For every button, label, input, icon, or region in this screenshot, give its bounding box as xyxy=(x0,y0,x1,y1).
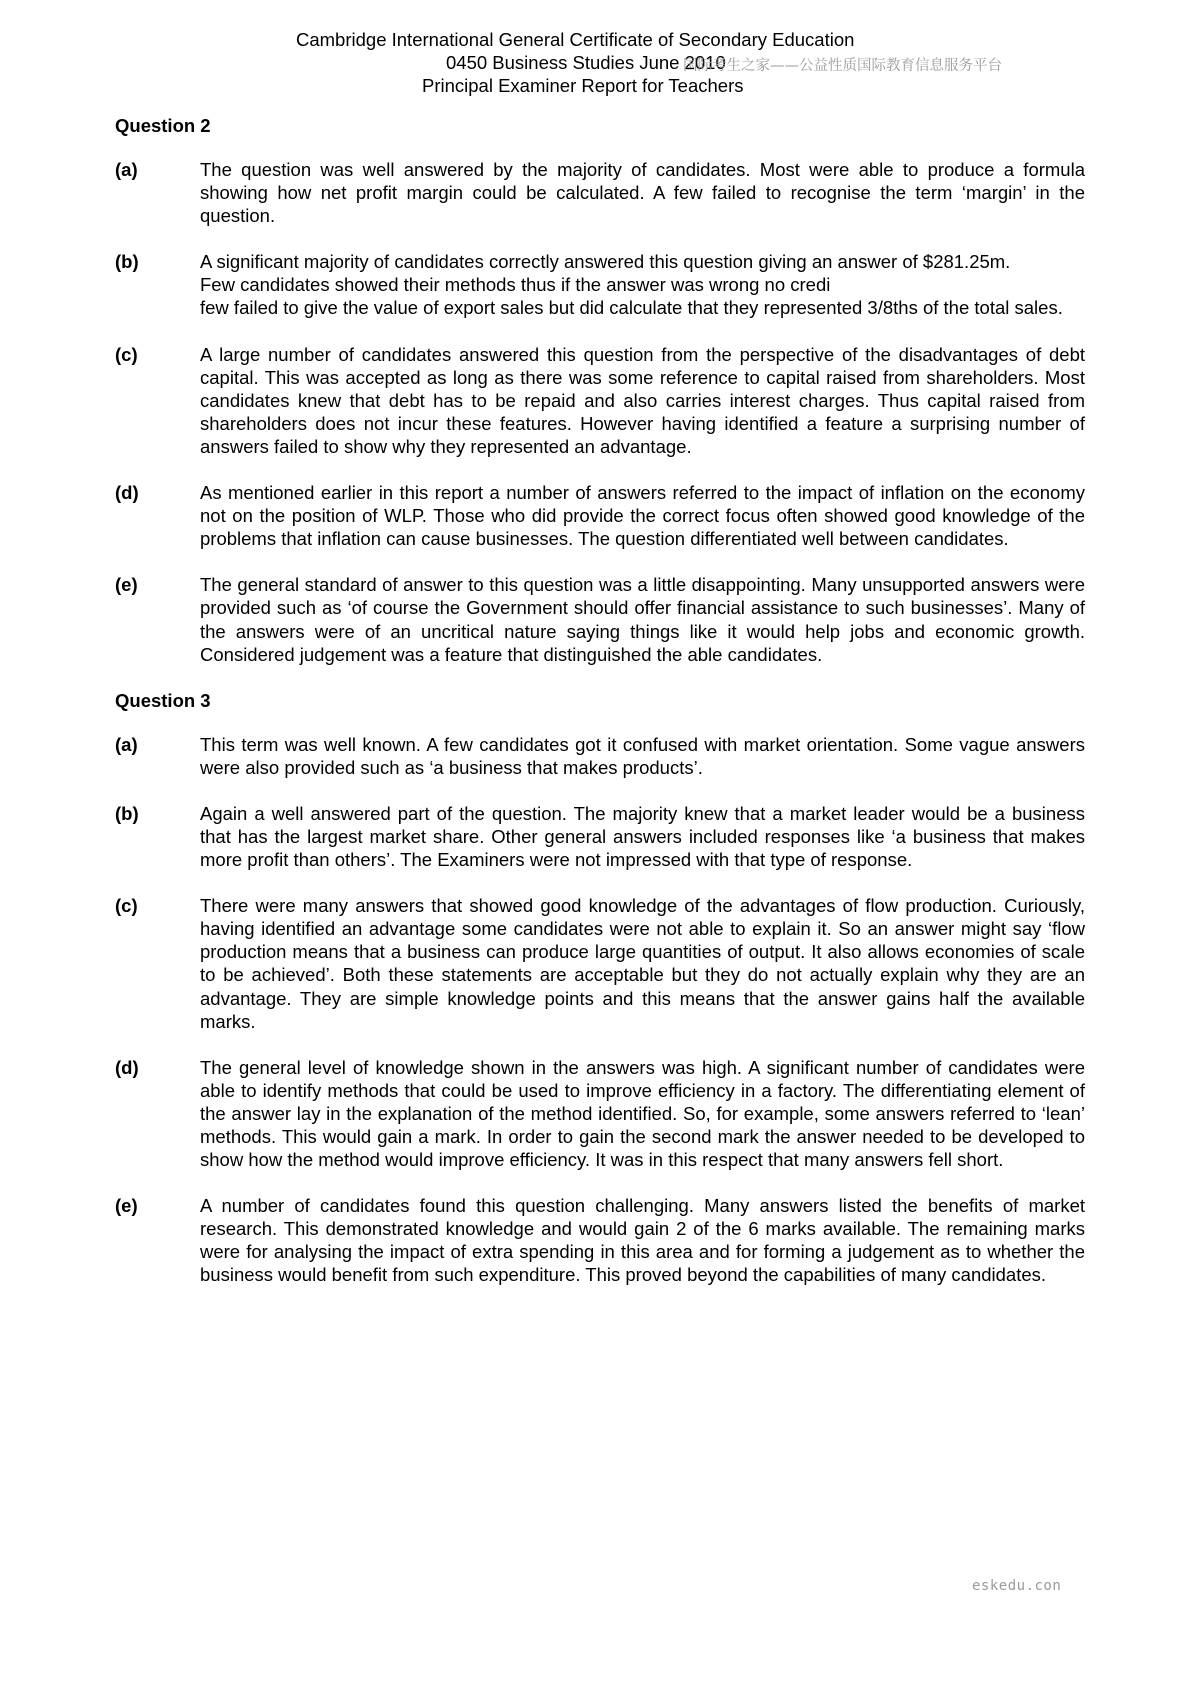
part-label: (a) xyxy=(115,733,138,755)
part-label: (e) xyxy=(115,1195,138,1217)
part-label: (a) xyxy=(115,159,138,180)
question-2-part-c xyxy=(115,343,1085,458)
part-text: The question was well answered by the majority of candidates. Most were able to produce a formula showing how net profit margin could be calculated. A few failed to recognise the term ‘margin’ in the question. xyxy=(200,159,1085,227)
part-text-line: few failed to give the value of export sales but did calculate that they represented 3/8ths of the total sales. xyxy=(200,297,1063,319)
part-text: There were many answers that showed good knowledge of the advantages of flow production. Curiously, having identified an advantage some candidates were not able to explain it. So an answer might say ‘flow production means that a business can produce large quantities of output. It also allows economies of scale to be achieved’. Both these statements are acceptable but they do not actually explain why they are an advantage. They are simple knowledge points and this means that the answer gains half the available marks. xyxy=(200,895,1085,1032)
question-3-part-b xyxy=(115,802,1085,871)
part-text-line: Few candidates showed their methods thus if the answer was wrong no credi xyxy=(200,274,831,296)
part-text: The general standard of answer to this question was a little disappointing. Many unsupported answers were provided such as ‘of course the Government should offer financial assistance to such businesses’. Many of the answers were of an uncritical nature saying things like it would help jobs and economic growth. Considered judgement was a feature that distinguished the able candidates. xyxy=(200,574,1085,665)
part-text xyxy=(200,250,1085,319)
part-text: The general level of knowledge shown in the answers was high. A significant number of candidates were able to identify methods that could be used to improve efficiency in a factory. The differentiating element of the answer lay in the explanation of the method identified. So, for example, some answers referred to ‘lean’ methods. This would gain a mark. In order to gain the second mark the answer needed to be developed to show how the method would improve efficiency. It was in this respect that many answers fell short. xyxy=(200,1056,1085,1171)
part-text: Again a well answered part of the question. The majority knew that a market leader would be a business that has the largest market share. Other general answers included responses like ‘a business that makes more profit than others’. The Examiners were not impressed with that type of response. xyxy=(200,802,1085,871)
part-label: (d) xyxy=(115,482,139,504)
question-3-part-e xyxy=(115,1194,1085,1286)
header-syllabus: 0450 Business Studies June 2010 xyxy=(446,52,726,73)
question-2-part-d xyxy=(115,481,1085,550)
question-3-part-a xyxy=(115,733,1085,779)
part-text-line: A significant majority of candidates correctly answered this question giving an answer of $281.25m. xyxy=(200,251,1011,273)
question-3-part-c xyxy=(115,894,1085,1033)
part-text: This term was well known. A few candidates got it confused with market orientation. Some vague answers were also provided such as ‘a business that makes products’. xyxy=(200,733,1085,778)
part-label: (b) xyxy=(115,802,139,824)
report-body xyxy=(115,114,1085,1310)
part-text: A number of candidates found this question challenging. Many answers listed the benefits of market research. This demonstrated knowledge and would gain 2 of the 6 marks available. The remaining marks were for analysing the impact of extra spending in this area and for forming a judgement as to whether the business would benefit from such expenditure. This proved beyond the capabilities of many candidates. xyxy=(200,1195,1085,1286)
question-2-part-b xyxy=(115,250,1085,319)
watermark: 国际考生之家——公益性质国际教育信息服务平台 xyxy=(683,58,1002,74)
footer-watermark: eskedu.con xyxy=(972,1578,1062,1594)
question-2-part-e xyxy=(115,573,1085,665)
part-text: A large number of candidates answered this question from the perspective of the disadvantages of debt capital. This was accepted as long as there was some reference to capital raised from shareholders. Most candidates knew that debt has to be repaid and also carries interest charges. Thus capital raised from shareholders does not incur these features. However having identified a feature a surprising number of answers failed to show why they represented an advantage. xyxy=(200,343,1085,457)
part-label: (c) xyxy=(115,895,138,917)
part-label: (e) xyxy=(115,574,138,596)
question-3-part-d xyxy=(115,1056,1085,1171)
part-text: As mentioned earlier in this report a number of answers referred to the impact of inflation on the economy not on the position of WLP. Those who did provide the correct focus often showed good knowledge of the problems that inflation can cause businesses. The question differentiated well between candidates. xyxy=(200,482,1085,550)
header-report-type: Principal Examiner Report for Teachers xyxy=(422,75,744,96)
part-label: (b) xyxy=(115,251,139,273)
question-3-title: Question 3 xyxy=(115,689,211,711)
question-2-title: Question 2 xyxy=(115,115,211,136)
question-2-part-a xyxy=(115,158,1085,227)
part-label: (d) xyxy=(115,1056,139,1078)
header-qualification: Cambridge International General Certificate of Secondary Education xyxy=(296,29,855,50)
part-label: (c) xyxy=(115,343,138,365)
